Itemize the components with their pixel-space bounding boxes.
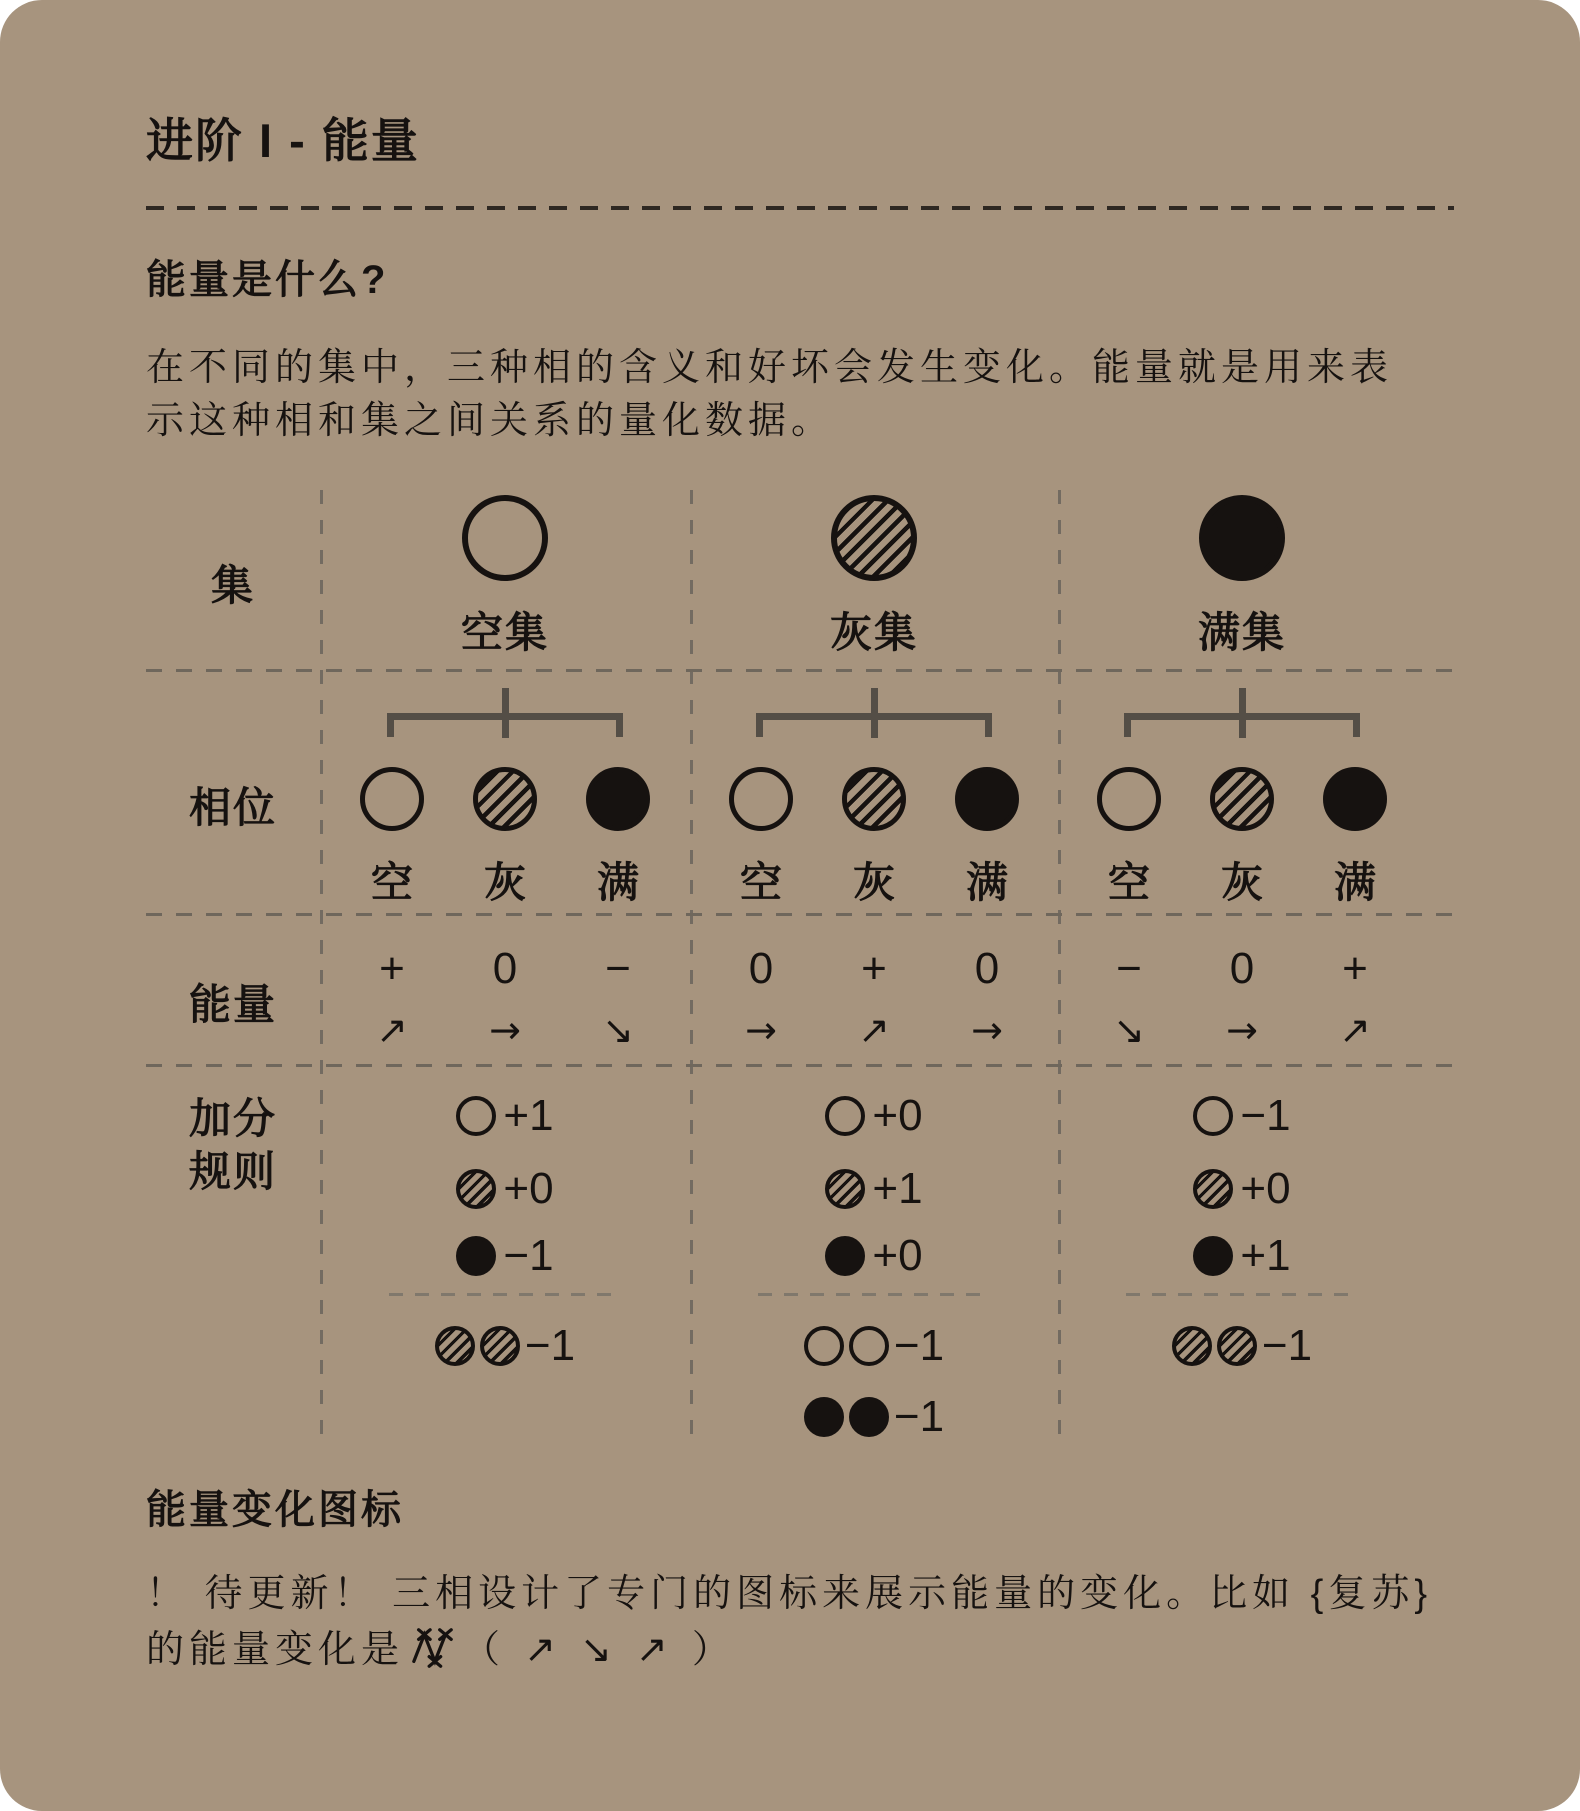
row-label-scoring bbox=[146, 1092, 320, 1198]
table-column-2 bbox=[690, 470, 1058, 1441]
score-sub-divider bbox=[389, 1293, 621, 1296]
empty-circle-icon bbox=[849, 1326, 889, 1366]
set-name-text: 满集 bbox=[1197, 609, 1286, 656]
hatched-circle-icon bbox=[831, 495, 917, 581]
energy-table bbox=[146, 470, 1452, 1441]
empty-circle-icon bbox=[1193, 1096, 1233, 1136]
combo-score-rule bbox=[1058, 1321, 1426, 1371]
bracket-connector bbox=[1124, 688, 1360, 738]
score-rule bbox=[1058, 1164, 1426, 1214]
energy-signs-row bbox=[690, 944, 1058, 994]
section1-paragraph-line2: 示这种相和集之间关系的量化数据。 bbox=[146, 400, 835, 442]
full-circle-icon bbox=[825, 1236, 865, 1276]
hatched-circle-icon bbox=[1172, 1326, 1212, 1366]
energy-sign: − bbox=[1116, 944, 1142, 993]
phase-label: 满 bbox=[965, 859, 1008, 906]
section1-paragraph-line1: 在不同的集中，三种相的含义和好坏会发生变化。能量就是用来表 bbox=[146, 347, 1394, 389]
hatched-circle-icon bbox=[1210, 767, 1274, 831]
full-circle-icon bbox=[955, 767, 1019, 831]
score-value: −1 bbox=[1240, 1091, 1291, 1140]
empty-circle-icon bbox=[360, 767, 424, 831]
phase-group-bracket bbox=[320, 688, 690, 738]
energy-arrows-row bbox=[1058, 1008, 1426, 1052]
score-value: +0 bbox=[872, 1231, 923, 1280]
combo-score-value: −1 bbox=[524, 1321, 576, 1370]
section2-line2-prefix: 的能量变化是 bbox=[146, 1629, 405, 1671]
hatched-circle-icon bbox=[480, 1326, 520, 1366]
phase-label: 灰 bbox=[483, 859, 526, 906]
phase-group-bracket bbox=[690, 688, 1058, 738]
row-label-energy: 能量 bbox=[188, 981, 277, 1028]
table-column-3 bbox=[1058, 470, 1426, 1435]
combo-score-rule bbox=[690, 1392, 1058, 1442]
empty-circle-icon bbox=[462, 495, 548, 581]
phase-labels-row bbox=[320, 850, 690, 910]
combo-score-value: −1 bbox=[893, 1392, 945, 1441]
score-value: +1 bbox=[503, 1091, 554, 1140]
row-label-phase: 相位 bbox=[188, 784, 277, 831]
bracket-connector bbox=[387, 688, 623, 738]
hatched-circle-icon bbox=[473, 767, 537, 831]
bracket-connector bbox=[756, 688, 992, 738]
empty-circle-icon bbox=[1097, 767, 1161, 831]
score-rule bbox=[320, 1164, 690, 1214]
phase-label: 空 bbox=[1107, 859, 1150, 906]
hatched-circle-icon bbox=[456, 1169, 496, 1209]
energy-sign: 0 bbox=[974, 944, 1000, 993]
row-label-scoring-line1: 加分 bbox=[188, 1095, 277, 1142]
energy-sign: 0 bbox=[492, 944, 518, 993]
full-circle-icon bbox=[804, 1397, 844, 1437]
phase-label: 空 bbox=[370, 859, 413, 906]
empty-circle-icon bbox=[825, 1096, 865, 1136]
score-rule bbox=[690, 1231, 1058, 1281]
energy-arrows-row bbox=[690, 1008, 1058, 1052]
section1-heading: 能量是什么? bbox=[146, 258, 389, 302]
title-divider bbox=[146, 206, 1454, 210]
energy-arrow: ↘ bbox=[602, 1008, 634, 1052]
phase-labels-row bbox=[690, 850, 1058, 910]
phase-icons-row bbox=[320, 767, 690, 831]
phase-icons-row bbox=[1058, 767, 1426, 831]
section1-paragraph bbox=[146, 342, 1546, 448]
score-rule bbox=[1058, 1231, 1426, 1281]
set-icon-cell bbox=[320, 495, 690, 581]
energy-arrow: ↗ bbox=[376, 1008, 408, 1052]
score-value: −1 bbox=[503, 1231, 554, 1280]
energy-signs-row bbox=[320, 944, 690, 994]
table-column-1 bbox=[320, 470, 690, 1435]
combo-score-rule bbox=[690, 1321, 1058, 1371]
full-circle-icon bbox=[849, 1397, 889, 1437]
section2-paragraph-line2 bbox=[146, 1621, 1546, 1677]
combo-score-value: −1 bbox=[893, 1321, 945, 1370]
energy-sign: + bbox=[1342, 944, 1368, 993]
set-name-label bbox=[690, 600, 1058, 660]
energy-sign: + bbox=[861, 944, 887, 993]
score-value: +1 bbox=[1240, 1231, 1291, 1280]
energy-arrow: → bbox=[1226, 1008, 1258, 1052]
set-name-text: 空集 bbox=[460, 609, 549, 656]
section2-heading: 能量变化图标 bbox=[146, 1488, 404, 1532]
full-circle-icon bbox=[1323, 767, 1387, 831]
hatched-circle-icon bbox=[825, 1169, 865, 1209]
energy-arrow: ↗ bbox=[858, 1008, 890, 1052]
energy-signs-row bbox=[1058, 944, 1426, 994]
set-name-text: 灰集 bbox=[829, 609, 918, 656]
hatched-circle-icon bbox=[1193, 1169, 1233, 1209]
energy-arrow: ↗ bbox=[1339, 1008, 1371, 1052]
energy-arrow: ↘ bbox=[1113, 1008, 1145, 1052]
phase-label: 空 bbox=[739, 859, 782, 906]
full-circle-icon bbox=[586, 767, 650, 831]
full-circle-icon bbox=[1193, 1236, 1233, 1276]
set-icon-cell bbox=[1058, 495, 1426, 581]
score-rule bbox=[320, 1231, 690, 1281]
hatched-circle-icon bbox=[435, 1326, 475, 1366]
energy-arrow: → bbox=[745, 1008, 777, 1052]
score-value: +0 bbox=[503, 1164, 554, 1213]
section2-paragraph-line1: ！ 待更新！ 三相设计了专门的图标来展示能量的变化。比如 {复苏} bbox=[146, 1573, 1433, 1615]
energy-arrow: → bbox=[489, 1008, 521, 1052]
score-value: +1 bbox=[872, 1164, 923, 1213]
energy-sign: − bbox=[605, 944, 631, 993]
energy-sign: + bbox=[379, 944, 405, 993]
score-rule bbox=[690, 1091, 1058, 1141]
score-sub-divider bbox=[758, 1293, 990, 1296]
phase-label: 灰 bbox=[852, 859, 895, 906]
score-rule bbox=[1058, 1091, 1426, 1141]
energy-arrow: → bbox=[971, 1008, 1003, 1052]
score-value: +0 bbox=[1240, 1164, 1291, 1213]
score-sub-divider bbox=[1126, 1293, 1358, 1296]
energy-arrows-row bbox=[320, 1008, 690, 1052]
phase-icons-row bbox=[690, 767, 1058, 831]
phase-label: 满 bbox=[596, 859, 639, 906]
combo-score-rule bbox=[320, 1321, 690, 1371]
score-rule bbox=[690, 1164, 1058, 1214]
section2-paragraph bbox=[146, 1568, 1546, 1677]
set-name-label bbox=[1058, 600, 1426, 660]
row-label-scoring-line2: 规则 bbox=[188, 1148, 277, 1195]
row-label-set: 集 bbox=[210, 562, 255, 609]
page-title: 进阶 I - 能量 bbox=[146, 114, 420, 167]
energy-sign: 0 bbox=[748, 944, 774, 993]
full-circle-icon bbox=[1199, 495, 1285, 581]
energy-sign: 0 bbox=[1229, 944, 1255, 993]
phase-group-bracket bbox=[1058, 688, 1426, 738]
phase-label: 灰 bbox=[1220, 859, 1263, 906]
full-circle-icon bbox=[456, 1236, 496, 1276]
phase-labels-row bbox=[1058, 850, 1426, 910]
energy-change-zigzag-icon bbox=[410, 1621, 456, 1675]
set-name-label bbox=[320, 600, 690, 660]
empty-circle-icon bbox=[456, 1096, 496, 1136]
section2-line2-suffix: （ ↗ ↘ ↗ ） bbox=[462, 1627, 736, 1671]
score-rule bbox=[320, 1091, 690, 1141]
set-icon-cell bbox=[690, 495, 1058, 581]
phase-label: 满 bbox=[1333, 859, 1376, 906]
hatched-circle-icon bbox=[842, 767, 906, 831]
empty-circle-icon bbox=[729, 767, 793, 831]
empty-circle-icon bbox=[804, 1326, 844, 1366]
combo-score-value: −1 bbox=[1261, 1321, 1313, 1370]
score-value: +0 bbox=[872, 1091, 923, 1140]
hatched-circle-icon bbox=[1217, 1326, 1257, 1366]
